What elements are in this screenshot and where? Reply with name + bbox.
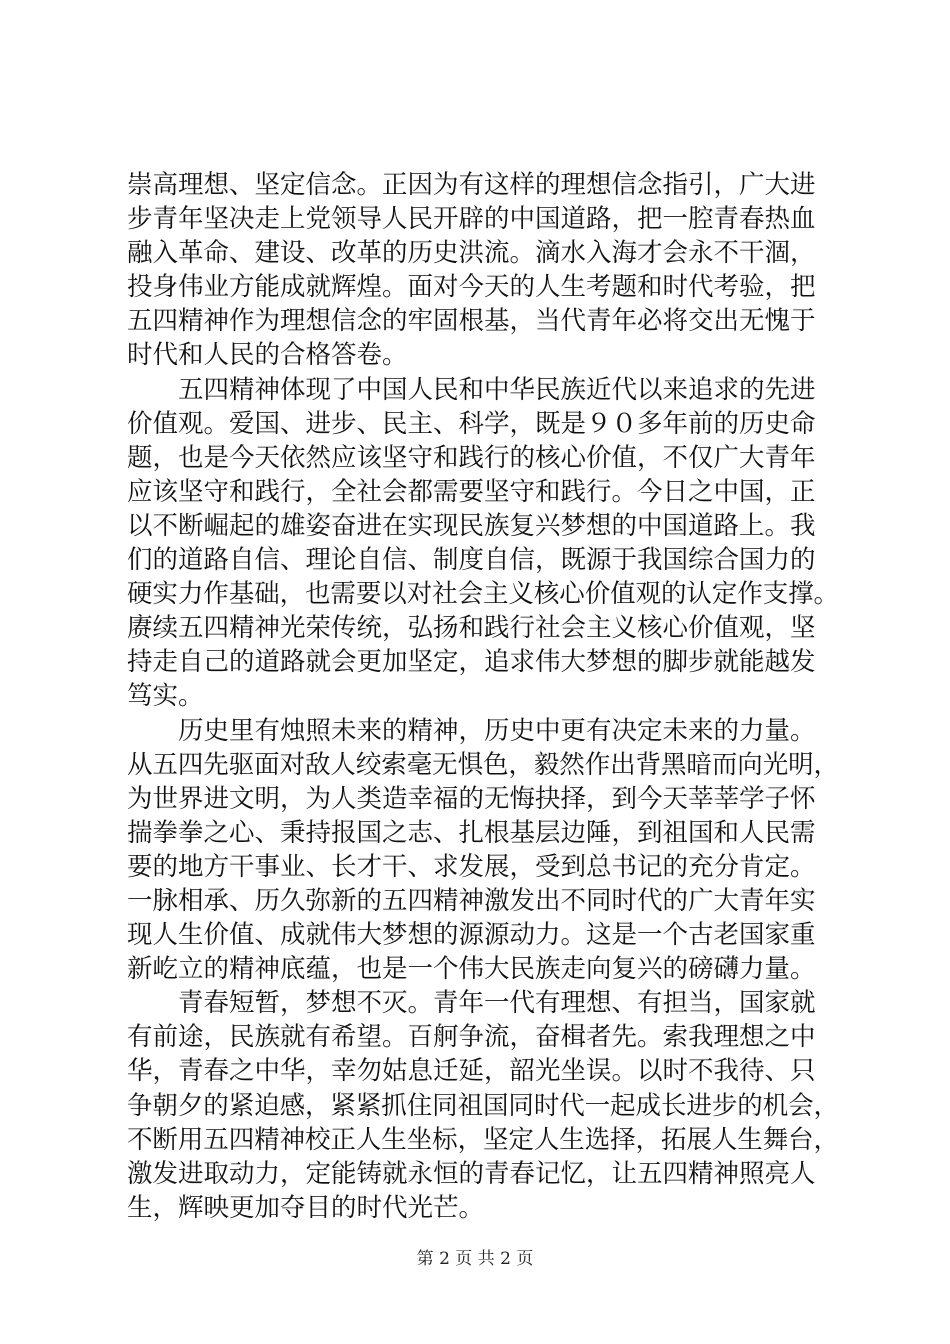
text-line: 争朝夕的紧迫感，紧紧抓住同祖国同时代一起成长进步的机会， [127,1090,839,1121]
text-line: 五四精神体现了中国人民和中华民族近代以来追求的先进 [178,374,816,405]
text-line: 时代和人民的合格答卷。 [127,340,408,371]
text-line: 步青年坚决走上党领导人民开辟的中国道路，把一腔青春热血 [127,204,816,235]
text-line: 硬实力作基础，也需要以对社会主义核心价值观的认定作支撑。 [127,579,839,610]
text-line: 应该坚守和践行，全社会都需要坚守和践行。今日之中国，正 [127,476,816,507]
text-line: 以不断崛起的雄姿奋进在实现民族复兴梦想的中国道路上。我 [127,510,816,541]
text-line: 一脉相承、历久弥新的五四精神激发出不同时代的广大青年实 [127,885,816,916]
text-line: 青春短暂，梦想不灭。青年一代有理想、有担当，国家就 [178,988,816,1019]
text-line: 为世界进文明，为人类造幸福的无悔抉择，到今天莘莘学子怀 [127,783,816,814]
text-line: 持走自己的道路就会更加坚定，追求伟大梦想的脚步就能越发 [127,647,816,678]
text-line: 赓续五四精神光荣传统，弘扬和践行社会主义核心价值观，坚 [127,613,816,644]
text-line: 历史里有烛照未来的精神，历史中更有决定未来的力量。 [178,715,816,746]
text-line: 不断用五四精神校正人生坐标，坚定人生选择，拓展人生舞台， [127,1124,839,1155]
text-line: 投身伟业方能成就辉煌。面对今天的人生考题和时代考验，把 [127,272,816,303]
text-line: 华，青春之中华，幸勿姑息迁延，韶光坐误。以时不我待、只 [127,1056,816,1087]
page-footer: 第 2 页 共 2 页 [416,1249,534,1269]
text-line: 从五四先驱面对敌人绞索毫无惧色，毅然作出背黑暗而向光明， [127,749,839,780]
text-line: 五四精神作为理想信念的牢固根基，当代青年必将交出无愧于 [127,306,816,337]
text-line: 笃实。 [127,681,204,712]
text-line: 新屹立的精神底蕴，也是一个伟大民族走向复兴的磅礴力量。 [127,954,816,985]
document-body [127,168,839,1225]
text-line: 揣拳拳之心、秉持报国之志、扎根基层边陲，到祖国和人民需 [127,817,816,848]
text-line: 们的道路自信、理论自信、制度自信，既源于我国综合国力的 [127,545,816,576]
text-line: 有前途，民族就有希望。百舸争流，奋楫者先。索我理想之中 [127,1022,816,1053]
text-line: 融入革命、建设、改革的历史洪流。滴水入海才会永不干涸， [127,238,816,269]
text-line: 要的地方干事业、长才干、求发展，受到总书记的充分肯定。 [127,851,816,882]
text-line: 崇高理想、坚定信念。正因为有这样的理想信念指引，广大进 [127,170,816,200]
text-line: 生，辉映更加夺目的时代光芒。 [127,1192,485,1223]
text-line: 价值观。爱国、进步、民主、科学，既是９０多年前的历史命 [127,408,816,439]
text-line: 题，也是今天依然应该坚守和践行的核心价值，不仅广大青年 [127,442,816,473]
text-line: 激发进取动力，定能铸就永恒的青春记忆，让五四精神照亮人 [127,1158,816,1189]
text-line: 现人生价值、成就伟大梦想的源源动力。这是一个古老国家重 [127,920,816,951]
